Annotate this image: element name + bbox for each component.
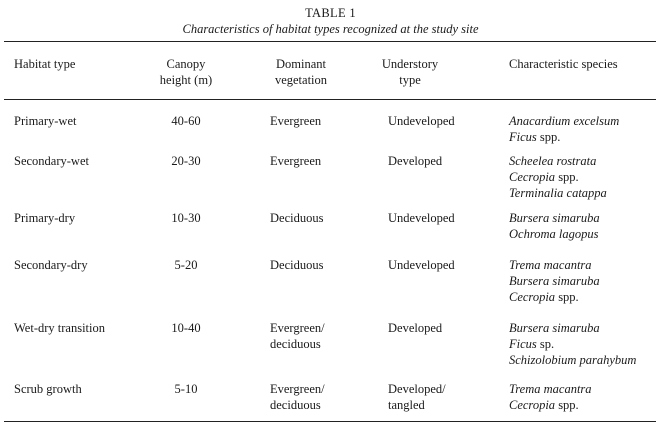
understory-line: Undeveloped [388,114,455,128]
header-understory-line2: type [399,73,421,87]
cell-understory [388,320,442,336]
species-line [509,226,600,242]
table-top-rule [4,41,656,42]
cell-species [509,153,607,201]
cell-canopy: 5-10 [174,382,198,396]
species-name: Anacardium excelsum [509,114,620,128]
cell-vegetation [270,210,323,226]
vegetation-line: deciduous [270,337,321,351]
species-line [509,273,600,289]
species-line [509,352,636,368]
species-line [509,320,636,336]
header-understory-line1: Understory [381,57,439,71]
vegetation-line: Deciduous [270,258,324,272]
cell-vegetation [270,153,321,169]
cell-habitat: Secondary-wet [14,154,89,168]
understory-line: Undeveloped [388,211,455,225]
species-suffix: spp. [555,170,579,184]
table-caption: Characteristics of habitat types recognized at the study site [182,22,479,36]
species-name: Schizolobium parahybum [509,353,637,367]
header-habitat-type [14,56,75,72]
vegetation-line: Evergreen [270,154,322,168]
cell-habitat: Scrub growth [14,382,82,396]
species-name: Ochroma lagopus [509,227,599,241]
header-characteristic-species [509,56,618,72]
vegetation-line: Evergreen [270,114,322,128]
cell-vegetation [270,113,321,129]
header-canopy-height [142,56,230,88]
cell-understory [388,257,455,273]
table-number: TABLE 1 [305,6,356,20]
species-name: Cecropia [509,290,556,304]
cell-canopy: 10-40 [171,321,201,335]
cell-canopy: 40-60 [171,114,201,128]
species-name: Bursera simaruba [509,274,600,288]
cell-understory [388,381,446,413]
cell-species [509,381,592,413]
cell-vegetation [270,381,325,413]
species-suffix: spp. [536,130,561,144]
species-suffix: spp. [555,398,579,412]
understory-line: Developed/ [388,382,446,396]
cell-habitat: Primary-dry [14,211,76,225]
species-line [509,153,607,169]
species-line [509,257,600,273]
species-line [509,210,600,226]
cell-canopy: 20-30 [171,154,201,168]
cell-habitat: Wet-dry transition [14,321,105,335]
header-understory-type [375,56,445,88]
header-canopy-line1: Canopy [166,57,206,71]
species-line [509,397,592,413]
cell-species [509,210,600,242]
header-canopy-line2: height (m) [159,73,213,87]
species-name: Terminalia catappa [509,186,607,200]
cell-habitat: Secondary-dry [14,258,88,272]
species-line [509,169,607,185]
species-line [509,336,636,352]
table-bottom-rule [4,421,656,422]
cell-understory [388,210,455,226]
header-dominant-line2: vegetation [274,73,328,87]
header-species-text: Characteristic species [509,57,618,71]
species-name: Scheelea rostrata [509,154,597,168]
vegetation-line: Evergreen/ [270,321,325,335]
header-dominant-line1: Dominant [276,57,326,71]
species-suffix: sp. [536,337,555,351]
cell-species [509,113,619,145]
species-suffix: spp. [555,290,579,304]
table-header-rule [4,99,656,100]
vegetation-line: deciduous [270,398,321,412]
species-name: Bursera simaruba [509,211,600,225]
species-line [509,381,592,397]
understory-line: Undeveloped [388,258,455,272]
species-line [509,129,619,145]
cell-species [509,257,600,305]
cell-canopy: 10-30 [171,211,201,225]
cell-canopy: 5-20 [174,258,198,272]
cell-vegetation [270,257,323,273]
cell-understory [388,113,455,129]
understory-line: tangled [388,398,425,412]
cell-habitat: Primary-wet [14,114,77,128]
species-line [509,185,607,201]
species-name: Ficus [509,130,537,144]
vegetation-line: Evergreen/ [270,382,325,396]
vegetation-line: Deciduous [270,211,324,225]
species-name: Ficus [509,337,537,351]
species-line [509,113,619,129]
species-name: Bursera simaruba [509,321,600,335]
species-name: Cecropia [509,398,556,412]
understory-line: Developed [388,154,443,168]
header-habitat-text: Habitat type [14,57,76,71]
understory-line: Developed [388,321,443,335]
header-dominant-vegetation [263,56,339,88]
species-line [509,289,600,305]
cell-species [509,320,636,368]
cell-vegetation [270,320,325,352]
species-name: Trema macantra [509,382,592,396]
species-name: Trema macantra [509,258,592,272]
species-name: Cecropia [509,170,556,184]
cell-understory [388,153,442,169]
